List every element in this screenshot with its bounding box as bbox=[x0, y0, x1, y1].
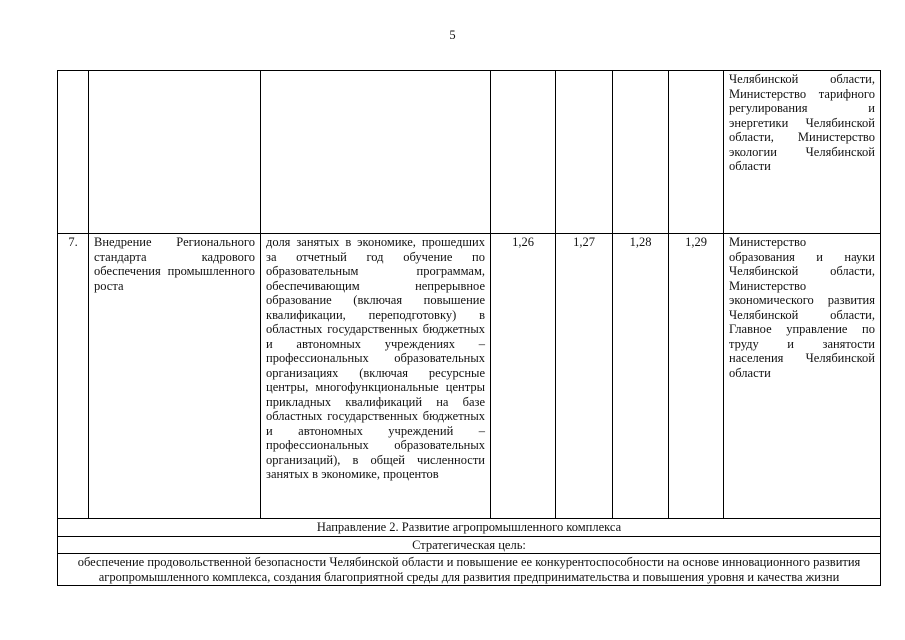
cell-measure-title: Внедрение Регионального стандарта кадрового обеспечения промышленного роста bbox=[89, 234, 261, 519]
cell-item-number: 7. bbox=[58, 234, 89, 519]
cell-value-4: 1,29 bbox=[669, 234, 724, 519]
cell-executors-item7: Министерство образования и науки Челябинской области, Министерство экономического развития Челябинской области, Главное управление по труду и занятости населения Челябинской области bbox=[724, 234, 881, 519]
cell-indicator-description: доля занятых в экономике, прошедших за отчетный год обучение по образовательным программам, обеспечивающим непрерывное образование (включая повышение квалификации, переподготовку) в областных государственных бюджетных и автономных учреждениях – профессиональных образовательных организациях (включая ресурсные центры, многофункциональные центры прикладных квалификаций на базе областных государственных бюджетных и автономных учреждений – профессиональных образовательных организаций), в общей численности занятых в экономике, процентов bbox=[261, 234, 491, 519]
page-number: 5 bbox=[449, 28, 456, 42]
table-row-section bbox=[58, 519, 881, 537]
table-row-goal-label bbox=[58, 536, 881, 554]
cell-empty-value-3 bbox=[613, 71, 669, 234]
cell-value-2: 1,27 bbox=[556, 234, 613, 519]
cell-executors-continuation: Челябинской области, Министерство тарифного регулирования и энергетики Челябинской области, Министерство экологии Челябинской области bbox=[724, 71, 881, 234]
cell-value-3: 1,28 bbox=[613, 234, 669, 519]
table-row-continuation bbox=[58, 71, 881, 234]
table-row-goal-text bbox=[58, 554, 881, 586]
section-title: Направление 2. Развитие агропромышленного комплекса bbox=[58, 519, 881, 537]
cell-value-1: 1,26 bbox=[491, 234, 556, 519]
cell-empty-measure bbox=[89, 71, 261, 234]
cell-empty-value-2 bbox=[556, 71, 613, 234]
cell-empty-value-4 bbox=[669, 71, 724, 234]
cell-empty-value-1 bbox=[491, 71, 556, 234]
table-row-item7 bbox=[58, 234, 881, 519]
strategic-goal-text: обеспечение продовольственной безопасности Челябинской области и повышение ее конкурентоспособности на основе инновационного развития агропромышленного комплекса, создания благоприятной среды для развития предпринимательства и повышения уровня и качества жизни bbox=[58, 554, 881, 586]
strategic-goal-label: Стратегическая цель: bbox=[58, 536, 881, 554]
cell-empty-indicator bbox=[261, 71, 491, 234]
indicators-table bbox=[57, 70, 881, 586]
cell-empty-number bbox=[58, 71, 89, 234]
